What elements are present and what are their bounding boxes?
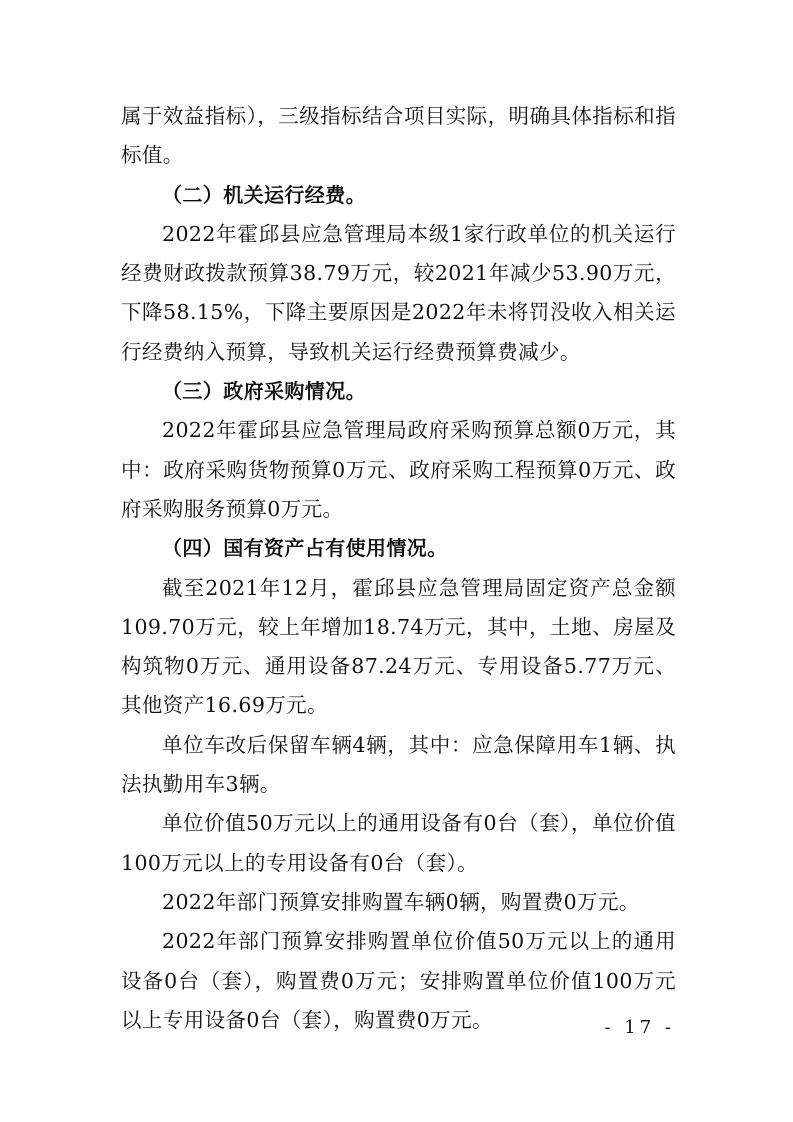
section-heading-state-assets: （四）国有资产占有使用情况。 [162, 536, 448, 561]
paragraph-equipment: 单位价值50万元以上的通用设备有0台（套），单位价值100万元以上的专用设备有0台（套）。 [121, 811, 676, 875]
page-number: - 17 - [604, 1017, 675, 1038]
section-heading-office-operating-expenses: （二）机关运行经费。 [162, 182, 366, 207]
paragraph-vehicle-purchase: 2022年部门预算安排购置车辆0辆，购置费0万元。 [162, 889, 640, 914]
document-body [121, 97, 676, 1040]
paragraph-vehicles: 单位车改后保留车辆4辆，其中：应急保障用车1辆、执法执勤用车3辆。 [121, 732, 676, 797]
section-heading-government-procurement: （三）政府采购情况。 [162, 379, 366, 404]
paragraph-operating-expenses: 2022年霍邱县应急管理局本级1家行政单位的机关运行经费财政拨款预算38.79万元，较2021年减少53.90万元，下降58.15%，下降主要原因是2022年未将罚没收入相关运行经费纳入预算，导致机关运行经费预算费减少。 [121, 221, 676, 364]
paragraph-equipment-purchase: 2022年部门预算安排购置单位价值50万元以上的通用设备0台（套），购置费0万元；安排购置单位价值100万元以上专用设备0台（套），购置费0万元。 [121, 929, 676, 1032]
paragraph-continuation: 属于效益指标），三级指标结合项目实际，明确具体指标和指标值。 [121, 104, 676, 168]
paragraph-government-procurement: 2022年霍邱县应急管理局政府采购预算总额0万元，其中：政府采购货物预算0万元、政府采购工程预算0万元、政府采购服务预算0万元。 [121, 418, 676, 521]
paragraph-fixed-assets: 截至2021年12月，霍邱县应急管理局固定资产总金额109.70万元，较上年增加18.74万元，其中，土地、房屋及构筑物0万元、通用设备87.24万元、专用设备5.77万元、其他资产16.69万元。 [121, 575, 676, 718]
